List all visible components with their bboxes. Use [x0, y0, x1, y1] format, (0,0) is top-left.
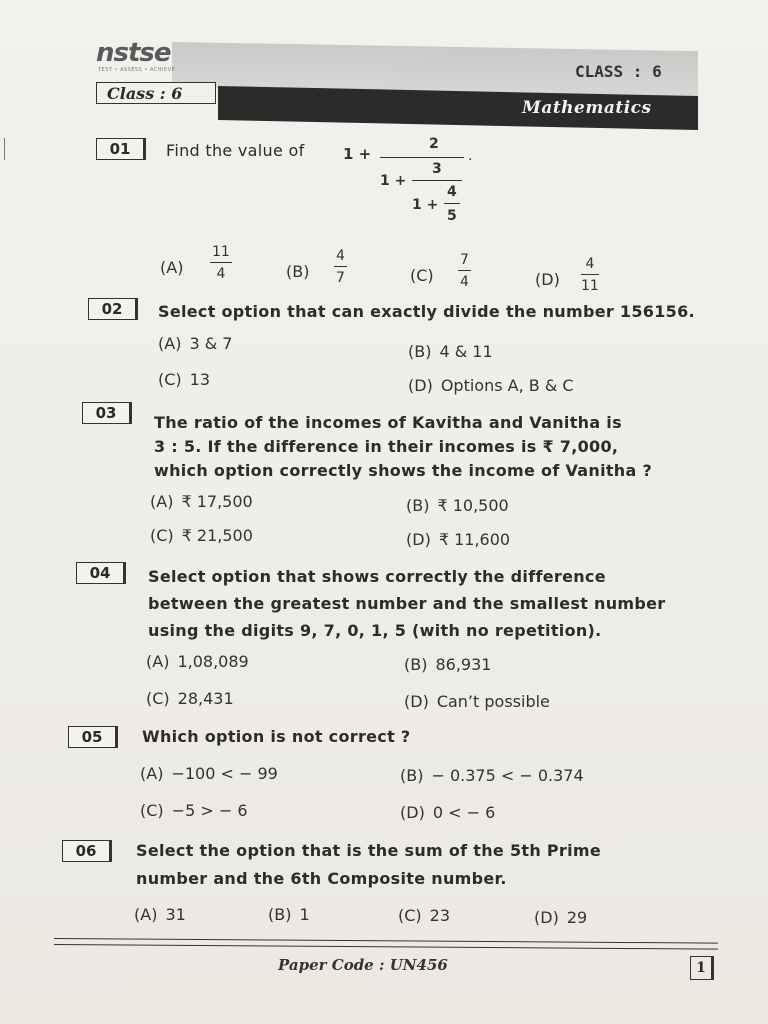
question-04-line-3: using the digits 9, 7, 0, 1, 5 (with no repetition).: [148, 621, 602, 640]
q2-option-c-value: 13: [189, 370, 211, 389]
q1-numerator-b: 3: [432, 161, 442, 177]
question-06-line-2: number and the 6th Composite number.: [136, 869, 507, 888]
q5-option-a-label: (A): [140, 764, 164, 783]
question-number-05: 05: [68, 726, 118, 748]
class-label-box: Class : 6: [96, 82, 216, 104]
q1-option-b-fraction[interactable]: [334, 248, 347, 286]
q3-option-c-label: (C): [150, 526, 174, 545]
q1-fraction-bar-c: [444, 203, 460, 204]
q5-option-b-value: − 0.375 < − 0.374: [431, 766, 584, 785]
q3-option-b-value: ₹ 10,500: [437, 496, 509, 515]
question-04-line-2: between the greatest number and the smallest number: [148, 594, 666, 613]
q5-option-c-value: −5 > − 6: [171, 801, 248, 820]
q2-option-b-label: (B): [408, 342, 432, 361]
q2-option-d[interactable]: [408, 376, 574, 395]
q2-option-a-label: (A): [158, 334, 182, 353]
question-03-line-2: 3 : 5. If the difference in their incomes is ₹ 7,000,: [154, 437, 619, 456]
q1-option-b-numerator: 4: [336, 248, 345, 264]
q3-option-a-value: ₹ 17,500: [181, 492, 253, 511]
q6-option-d-value: 29: [566, 908, 588, 927]
q6-option-b-label: (B): [268, 905, 292, 924]
q1-option-b-label[interactable]: (B): [286, 262, 310, 281]
q1-end-period: .: [468, 148, 473, 164]
question-03-line-1: The ratio of the incomes of Kavitha and Vanitha is: [154, 413, 622, 432]
question-06-line-1: Select the option that is the sum of the 5th Prime: [136, 841, 602, 860]
q1-numerator-a: 2: [429, 136, 439, 152]
margin-mark: [4, 138, 5, 160]
q5-option-d-value: 0 < − 6: [432, 803, 496, 822]
q1-option-c-label[interactable]: (C): [410, 266, 434, 285]
q1-one-plus-c: 1 +: [412, 197, 439, 213]
page-number: 1: [690, 956, 714, 980]
q4-option-c-label: (C): [146, 689, 170, 708]
q5-option-b-label: (B): [400, 766, 424, 785]
q2-option-b-value: 4 & 11: [439, 342, 493, 361]
q5-option-a[interactable]: [140, 764, 278, 783]
q2-option-d-value: Options A, B & C: [440, 376, 574, 395]
q1-option-b-denominator: 7: [334, 266, 347, 286]
q6-option-d[interactable]: [534, 908, 587, 927]
q1-option-a-fraction[interactable]: [210, 244, 232, 282]
q1-option-d-fraction[interactable]: [581, 256, 599, 294]
q4-option-d-label: (D): [404, 692, 429, 711]
q1-fraction-bar-a: [380, 157, 464, 158]
q1-fraction-bar-b: [412, 180, 462, 181]
q1-option-d-label[interactable]: (D): [535, 270, 560, 289]
question-number-04: 04: [76, 562, 126, 584]
question-number-06: 06: [62, 840, 112, 862]
q2-option-a-value: 3 & 7: [189, 334, 233, 353]
q3-option-c[interactable]: [150, 526, 253, 545]
q1-option-c-denominator: 4: [458, 270, 471, 290]
q4-option-c-value: 28,431: [177, 689, 234, 708]
q1-option-a-numerator: 11: [212, 244, 230, 260]
q2-option-c[interactable]: [158, 370, 210, 389]
q3-option-d-label: (D): [406, 530, 431, 549]
q6-option-c-value: 23: [429, 906, 451, 925]
q3-option-d-value: ₹ 11,600: [438, 530, 511, 549]
question-04-line-1: Select option that shows correctly the difference: [148, 567, 606, 586]
logo-tagline: TEST • ASSESS • ACHIEVE: [98, 67, 176, 73]
question-number-01: 01: [96, 138, 146, 160]
q4-option-c[interactable]: [146, 689, 234, 708]
footer-rule: [54, 938, 718, 950]
q5-option-a-value: −100 < − 99: [171, 764, 278, 783]
q4-option-d[interactable]: [404, 692, 550, 711]
q1-numerator-c: 4: [447, 184, 457, 200]
q5-option-d-label: (D): [400, 803, 425, 822]
q6-option-b[interactable]: [268, 905, 310, 924]
question-01-text: Find the value of: [166, 141, 305, 160]
q5-option-c-label: (C): [140, 801, 164, 820]
q6-option-a-label: (A): [134, 905, 158, 924]
q2-option-d-label: (D): [408, 376, 433, 395]
q4-option-d-value: Can’t possible: [436, 692, 550, 711]
q1-one-plus-b: 1 +: [380, 173, 407, 189]
q2-option-c-label: (C): [158, 370, 182, 389]
q6-option-c-label: (C): [398, 906, 422, 925]
q5-option-b[interactable]: [400, 766, 584, 785]
q3-option-b-label: (B): [406, 496, 430, 515]
q4-option-b-label: (B): [404, 655, 428, 674]
q2-option-a[interactable]: [158, 334, 232, 353]
question-02-text: Select option that can exactly divide the number 156156.: [158, 302, 695, 321]
question-03-line-3: which option correctly shows the income of Vanitha ?: [154, 461, 653, 480]
q5-option-c[interactable]: [140, 801, 248, 820]
class-label-right: CLASS : 6: [575, 62, 662, 81]
nstse-logo: nstse: [96, 38, 171, 68]
q6-option-a-value: 31: [165, 905, 186, 924]
paper-code: Paper Code : UN456: [278, 956, 448, 974]
q6-option-b-value: 1: [299, 905, 310, 924]
q3-option-d[interactable]: [406, 530, 510, 549]
q3-option-b[interactable]: [406, 496, 509, 515]
q6-option-a[interactable]: [134, 905, 186, 924]
q6-option-d-label: (D): [534, 908, 559, 927]
q3-option-a-label: (A): [150, 492, 174, 511]
question-number-02: 02: [88, 298, 138, 320]
q4-option-b[interactable]: [404, 655, 491, 674]
q1-denominator-c: 5: [447, 208, 457, 224]
q1-option-d-numerator: 4: [585, 256, 595, 272]
q1-option-d-denominator: 11: [581, 274, 599, 294]
q1-one-plus-a: 1 +: [343, 145, 372, 163]
q3-option-c-value: ₹ 21,500: [181, 526, 253, 545]
q4-option-b-value: 86,931: [435, 655, 492, 674]
q4-option-a-value: 1,08,089: [177, 652, 249, 671]
question-number-03: 03: [82, 402, 132, 424]
q1-option-c-fraction[interactable]: [458, 252, 471, 290]
q3-option-a[interactable]: [150, 492, 253, 511]
q1-option-a-label[interactable]: (A): [160, 258, 184, 277]
question-05-text: Which option is not correct ?: [142, 727, 411, 746]
q4-option-a-label: (A): [146, 652, 170, 671]
q1-option-c-numerator: 7: [460, 252, 469, 268]
subject-title: Mathematics: [522, 98, 652, 118]
q2-option-b[interactable]: [408, 342, 493, 361]
q1-option-a-denominator: 4: [210, 262, 232, 282]
q4-option-a[interactable]: [146, 652, 249, 671]
q5-option-d[interactable]: [400, 803, 495, 822]
q6-option-c[interactable]: [398, 906, 450, 925]
